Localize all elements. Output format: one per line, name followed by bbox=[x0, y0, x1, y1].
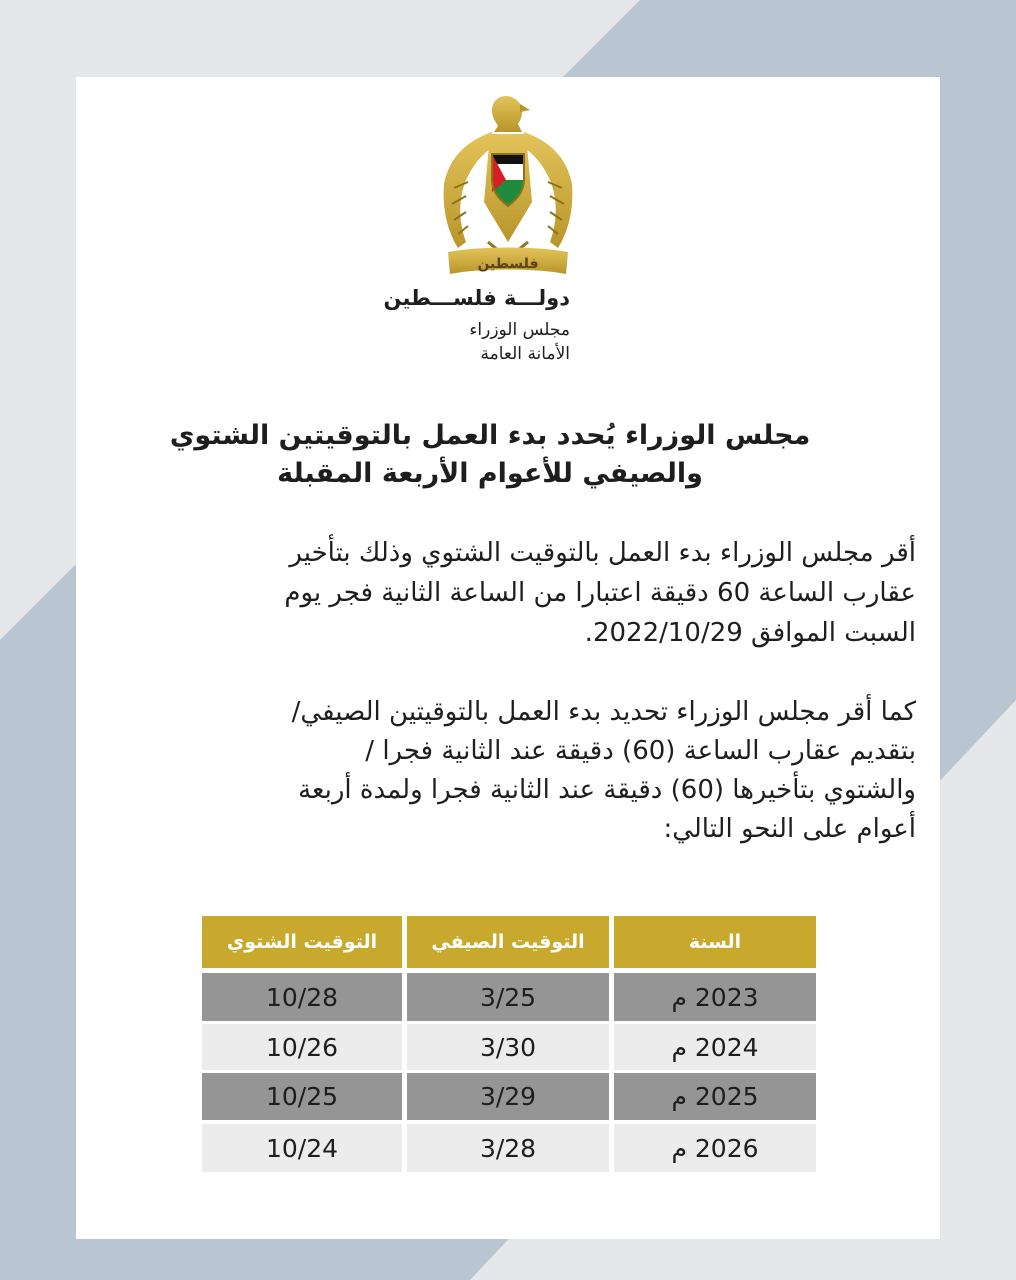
table-cell-year: 2026 م bbox=[614, 1124, 816, 1172]
table-cell-summer: 3/30 bbox=[407, 1024, 609, 1070]
table-cell-winter: 10/28 bbox=[202, 973, 402, 1021]
table-cell-summer: 3/29 bbox=[407, 1073, 609, 1120]
paragraph-1-line-2: عقارب الساعة 60 دقيقة اعتبارا من الساعة الثانية فجر يوم bbox=[284, 578, 916, 608]
table-header-winter: التوقيت الشتوي bbox=[202, 916, 402, 968]
table-header-year: السنة bbox=[614, 916, 816, 968]
paragraph-2-line-4: أعوام على النحو التالي: bbox=[663, 814, 916, 844]
paragraph-2-line-1: كما أقر مجلس الوزراء تحديد بدء العمل بالتوقيتين الصيفي/ bbox=[291, 697, 916, 727]
paragraph-2-line-2: بتقديم عقارب الساعة (60) دقيقة عند الثانية فجرا / bbox=[365, 736, 916, 766]
emblem-inscription: فلسطين bbox=[477, 256, 539, 272]
table-cell-winter: 10/26 bbox=[202, 1024, 402, 1070]
table-cell-year: 2025 م bbox=[614, 1073, 816, 1120]
table-header-summer: التوقيت الصيفي bbox=[407, 916, 609, 968]
paragraph-1-line-3: السبت الموافق 2022/10/29. bbox=[584, 618, 916, 648]
table-cell-summer: 3/28 bbox=[407, 1124, 609, 1172]
cabinet-name: مجلس الوزراء bbox=[469, 320, 570, 340]
secretariat-name: الأمانة العامة bbox=[480, 344, 570, 364]
headline-line-2: والصيفي للأعوام الأربعة المقبلة bbox=[277, 458, 703, 489]
table-cell-winter: 10/24 bbox=[202, 1124, 402, 1172]
headline-line-1: مجلس الوزراء يُحدد بدء العمل بالتوقيتين الشتوي bbox=[169, 420, 811, 451]
table-cell-winter: 10/25 bbox=[202, 1073, 402, 1120]
table-cell-summer: 3/25 bbox=[407, 973, 609, 1021]
paragraph-1-line-1: أقر مجلس الوزراء بدء العمل بالتوقيت الشتوي وذلك بتأخير bbox=[289, 538, 916, 568]
table-cell-year: 2023 م bbox=[614, 973, 816, 1021]
state-name: دولـــة فلســـطين bbox=[383, 286, 570, 310]
paragraph-2-line-3: والشتوي بتأخيرها (60) دقيقة عند الثانية فجرا ولمدة أربعة bbox=[298, 775, 916, 805]
table-cell-year: 2024 م bbox=[614, 1024, 816, 1070]
palestine-eagle-emblem-icon bbox=[440, 92, 576, 278]
